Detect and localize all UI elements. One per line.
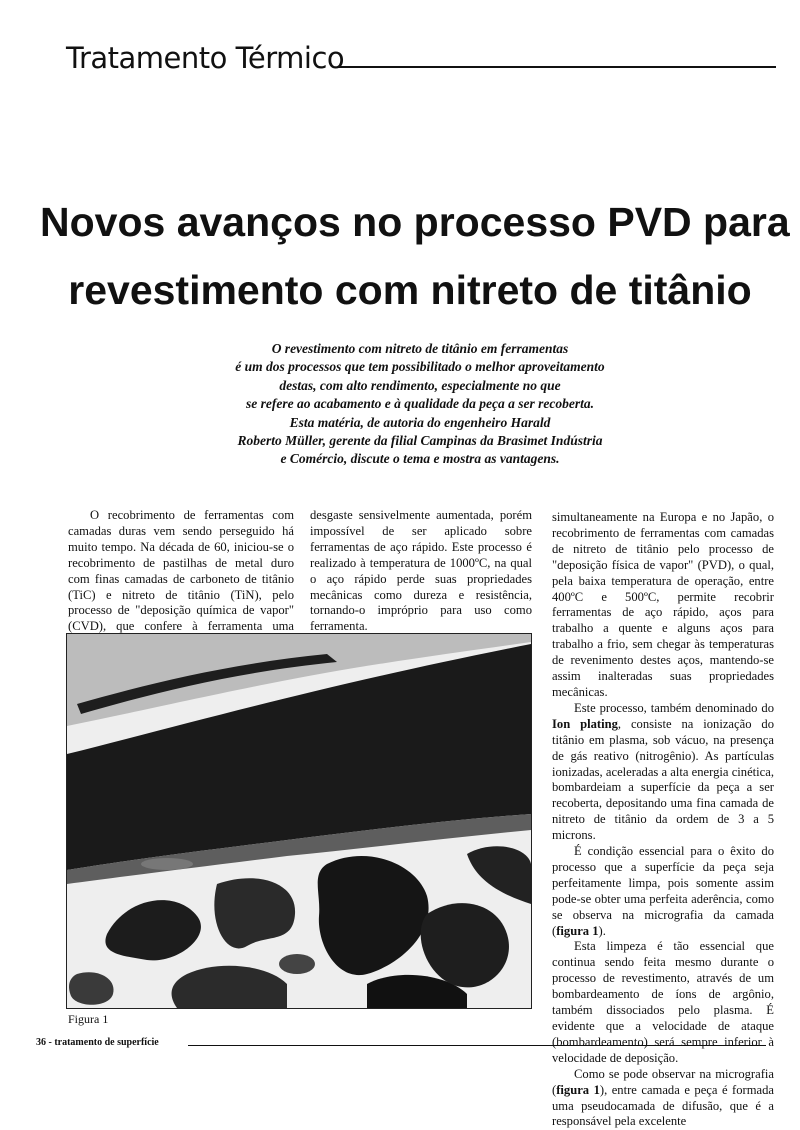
article-deck [150, 340, 690, 469]
body-paragraph: O recobrimento de ferramentas com camadas duras vem sendo perseguido há muito tempo. Na década de 60, iniciou-se o recobrimento de pastilhas de metal duro com finas camadas de carboneto de titânio (TiC) e nitreto de titânio (TiN), pelo processo de "deposição química de vapor" (CVD), que confere à ferramenta uma [68, 508, 294, 634]
text-run: Este processo, também denominado do [574, 700, 774, 715]
body-paragraph [552, 1067, 774, 1130]
body-paragraph: desgaste sensivelmente aumentada, porém impossível de ser aplicado sobre ferramentas de aço rápido. Este processo é realizado à temperatura de 1000ºC, na qual o aço rápido perde suas propriedades mecânicas como dureza e resistência, tornando-o impróprio para uso como ferramenta. [310, 508, 532, 634]
micrograph-image [67, 634, 531, 1008]
deck-line: e Comércio, discute o tema e mostra as vantagens. [280, 451, 560, 467]
deck-line: se refere ao acabamento e à qualidade da peça a ser recoberta. [246, 396, 594, 412]
text-run: Como se pode observar na micrografia ( [552, 1066, 774, 1097]
page-footer [36, 1036, 766, 1052]
deck-line: é um dos processos que tem possibilitado o melhor aproveitamento [235, 359, 605, 375]
text-run: É condição essencial para o êxito do processo que a superfície da peça seja perfeitamente limpa, pois somente assim pode-se obter uma perfeita aderência, como se observa na micrografia da camada ( [552, 844, 774, 938]
headline-line-2: revestimento com nitreto de titânio [68, 267, 752, 313]
article-headline [40, 188, 790, 324]
deck-line: Roberto Müller, gerente da filial Campinas da Brasimet Indústria [237, 433, 603, 449]
figure-caption: Figura 1 [68, 1012, 109, 1026]
section-header [66, 40, 776, 76]
deck-line: destas, com alto rendimento, especialmente no que [279, 377, 561, 393]
body-paragraph: Esta limpeza é tão essencial que continua sendo feita mesmo durante o processo de revestimento, através de um bombardeamento de íons de argônio, também dissociados pelo plasma. É evidente que a velocidade de ataque (bombardeamento) será sempre inferior à velocidade de deposição. [552, 939, 774, 1065]
headline-line-1: Novos avanços no processo PVD para [40, 199, 790, 245]
body-column-2 [310, 508, 532, 651]
footer-text: 36 - tratamento de superfície [36, 1037, 159, 1048]
term-ion-plating: Ion plating [552, 716, 618, 731]
body-paragraph [552, 701, 774, 844]
section-rule [338, 66, 776, 68]
body-paragraph: simultaneamente na Europa e no Japão, o recobrimento de ferramentas com camadas de nitreto de titânio pelo processo de "deposição física de vapor" (PVD), o qual, pela baixa temperatura de operação, entre 400ºC e 500ºC, permite recobrir ferramentas de aço rápido, aços para trabalho a quente e alguns aços para trabalho a frio, sem chegar às temperaturas de revenimento destes aços, mantendo-se assim inalteradas suas propriedades mecânicas. [552, 510, 774, 699]
body-column-1 [68, 508, 294, 651]
body-paragraph [552, 844, 774, 939]
footer-rule [188, 1045, 766, 1046]
deck-line: Esta matéria, de autoria do engenheiro Harald [289, 414, 551, 430]
figure-reference: figura 1 [556, 923, 599, 938]
section-title: Tratamento Térmico [66, 41, 345, 75]
text-run: ), entre camada e peça é formada uma pseudocamada de difusão, que é a responsável pela excelente [552, 1082, 774, 1129]
figure-reference: figura 1 [556, 1082, 600, 1097]
text-run: , consiste na ionização do titânio em plasma, sob vácuo, na presença de gás reativo (nitrogênio). As partículas ionizadas, aceleradas a alta energia cinética, bombardeiam a superfície da peça a ser recoberta, depositando uma fina camada de nitreto de titânio da ordem de 3 a 5 microns. [552, 716, 774, 843]
micrograph-figure [66, 633, 532, 1009]
deck-line: O revestimento com nitreto de titânio em ferramentas [271, 341, 569, 356]
text-run: ). [598, 923, 606, 938]
